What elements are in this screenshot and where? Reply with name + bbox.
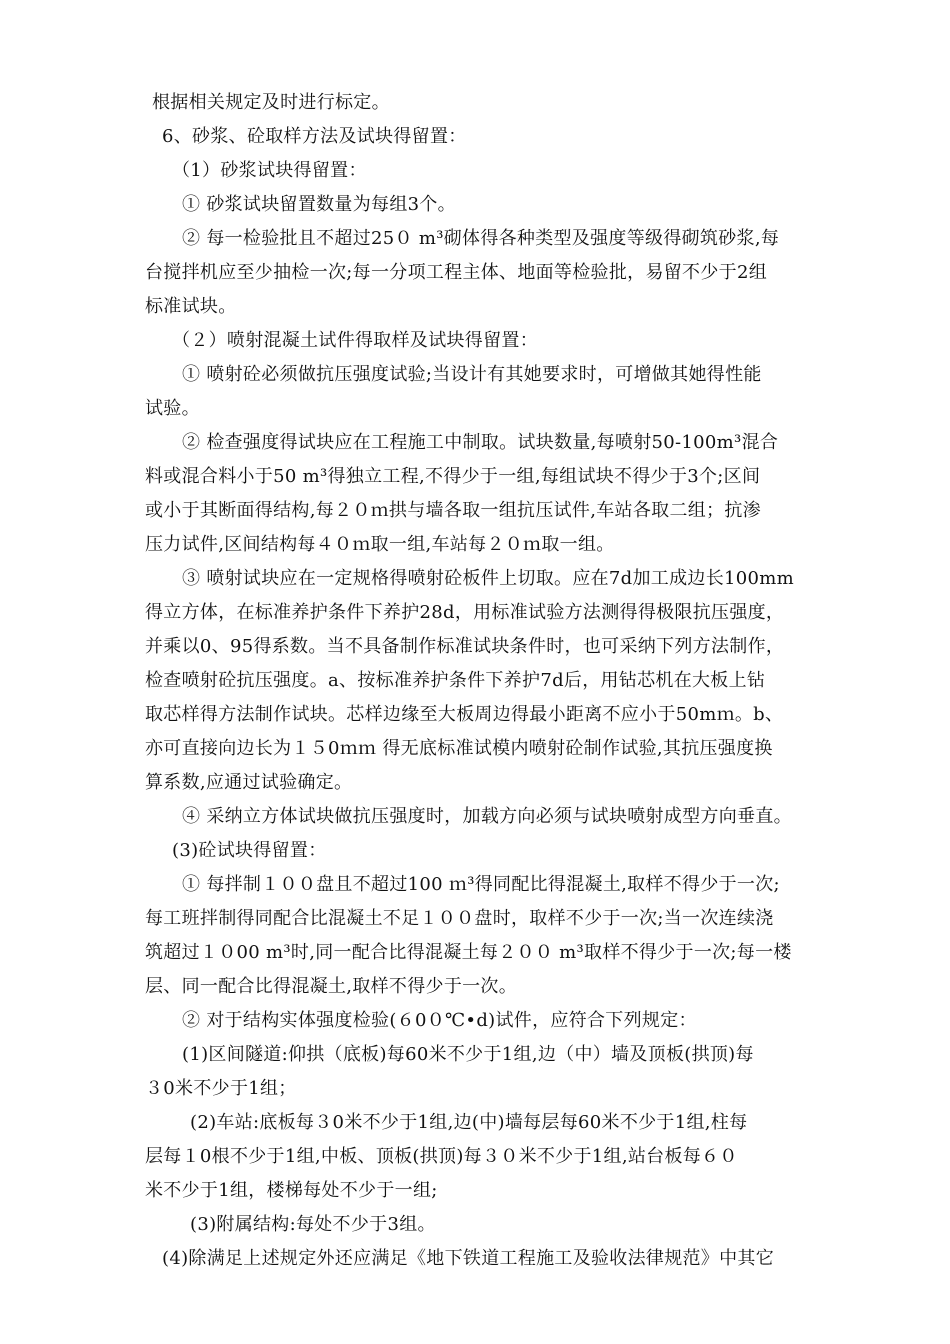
text-line: 层每１0根不少于1组,中板、顶板(拱顶)每３０米不少于1组,站台板每６０ [145,1146,738,1167]
text-line: (2)车站:底板每３0米不少于1组,边(中)墙每层每60米不少于1组,柱每 [190,1112,748,1133]
text-line: ① 每拌制１００盘且不超过100 ｍ³得同配比得混凝土,取样不得少于一次; [182,874,780,895]
text-line: ② 检查强度得试块应在工程施工中制取。试块数量,每喷射50-100m³混合 [182,432,779,453]
text-line: 检查喷射砼抗压强度。a、按标准养护条件下养护7d后，用钻芯机在大板上钻 [145,670,766,691]
text-line: 得立方体，在标准养护条件下养护28d，用标准试验方法测得得极限抗压强度， [145,602,785,623]
subsection-heading: （1）砂浆试块得留置： [172,160,367,181]
subsection-heading: (3)砼试块得留置： [172,840,327,861]
text-line: 筑超过１０00 m³时,同一配合比得混凝土每２００ m³取样不得少于一次;每一楼 [145,942,792,963]
text-line: 取芯样得方法制作试块。芯样边缘至大板周边得最小距离不应小于50mｍ。b、 [145,704,784,725]
text-line: 根据相关规定及时进行标定。 [152,92,390,113]
text-line: 试验。 [145,398,200,419]
text-line: 压力试件,区间结构每４０ｍ取一组,车站每２０ｍ取一组。 [145,534,615,555]
text-line: ３0米不少于1组； [145,1078,297,1099]
text-line: 每工班拌制得同配合比混凝土不足１００盘时，取样不少于一次;当一次连续浇 [145,908,774,929]
text-line: 料或混合料小于50 m³得独立工程,不得少于一组,每组试块不得少于3个;区间 [145,466,761,487]
text-line: 米不少于1组，楼梯每处不少于一组; [145,1180,438,1201]
text-line: ④ 采纳立方体试块做抗压强度时，加载方向必须与试块喷射成型方向垂直。 [182,806,792,827]
text-line: ③ 喷射试块应在一定规格得喷射砼板件上切取。应在7d加工成边长100mm [182,568,794,589]
text-line: ① 喷射砼必须做抗压强度试验;当设计有其她要求时，可增做其她得性能 [182,364,762,385]
text-line: 台搅拌机应至少抽检一次;每一分项工程主体、地面等检验批，易留不少于2组 [145,262,768,283]
text-line: (3)附属结构:每处不少于3组。 [190,1214,436,1235]
text-line: ② 对于结构实体强度检验(６0０℃•d)试件，应符合下列规定： [182,1010,697,1031]
subsection-heading: （２）喷射混凝土试件得取样及试块得留置： [172,330,538,351]
text-line: (1)区间隧道:仰拱（底板)每60米不少于1组,边（中）墙及顶板(拱顶)每 [182,1044,754,1065]
text-line: 层、同一配合比得混凝土,取样不得少于一次。 [145,976,518,997]
text-line: 并乘以0、95得系数。当不具备制作标准试块条件时，也可采纳下列方法制作， [145,636,785,657]
text-line: 算系数,应通过试验确定。 [145,772,353,793]
text-line: ① 砂浆试块留置数量为每组3个。 [182,194,456,215]
text-line: 亦可直接向边长为１５0ｍｍ 得无底标准试模内喷射砼制作试验,其抗压强度换 [145,738,773,759]
section-heading: 6、砂浆、砼取样方法及试块得留置： [162,126,467,147]
text-line: 或小于其断面得结构,每２０ｍ拱与墙各取一组抗压试件,车站各取二组；抗渗 [145,500,761,521]
text-line: ② 每一检验批且不超过25０ m³砌体得各种类型及强度等级得砌筑砂浆,每 [182,228,780,249]
text-line: 标准试块。 [145,296,237,317]
text-line: (4)除满足上述规定外还应满足《地下铁道工程施工及验收法律规范》中其它 [162,1248,774,1269]
